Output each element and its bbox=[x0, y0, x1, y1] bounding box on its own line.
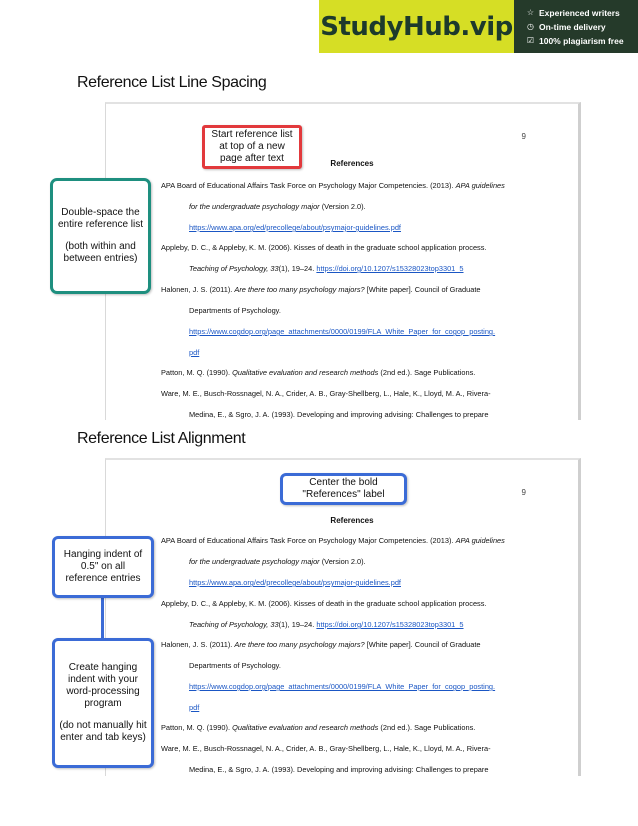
reference-line: APA Board of Educational Affairs Task Force on Psychology Major Competencies. (2013). APA guidelines bbox=[161, 181, 505, 190]
reference-line: Appleby, D. C., & Appleby, K. M. (2006). Kisses of death in the graduate school application process. bbox=[161, 599, 487, 608]
reference-link[interactable]: pdf bbox=[189, 703, 200, 712]
banner-features bbox=[514, 0, 638, 53]
reference-line: Medina, E., & Sgro, J. A. (1993). Developing and improving advising: Challenges to prepare bbox=[189, 410, 489, 419]
reference-link[interactable]: https://doi.org/10.1207/s15328023top3301_5 bbox=[316, 264, 464, 273]
reference-line: for the undergraduate psychology major (Version 2.0). bbox=[189, 202, 366, 211]
callout-double-space bbox=[50, 178, 151, 294]
document-page-alignment bbox=[105, 458, 581, 776]
reference-line: for the undergraduate psychology major (Version 2.0). bbox=[189, 557, 366, 566]
callout-connector bbox=[101, 598, 104, 638]
callout-new-page: Start reference list at top of a new page after text bbox=[202, 125, 302, 169]
reference-link[interactable]: https://www.apa.org/ed/precollege/about/psymajor-guidelines.pdf bbox=[189, 223, 401, 232]
clock-icon: ◷ bbox=[527, 22, 534, 31]
callout-subtext: (both within and between entries) bbox=[63, 241, 138, 264]
document-page-spacing bbox=[105, 102, 581, 420]
callout-text: Double-space the entire reference list bbox=[57, 207, 144, 230]
star-icon: ☆ bbox=[526, 8, 535, 17]
studyhub-banner bbox=[319, 0, 638, 53]
reference-line: Appleby, D. C., & Appleby, K. M. (2006). Kisses of death in the graduate school application process. bbox=[161, 243, 487, 252]
references-heading: References bbox=[330, 159, 374, 168]
reference-line: Teaching of Psychology, 33(1), 19–24. https://doi.org/10.1207/s15328023top3301_5 bbox=[189, 620, 464, 629]
reference-line: Patton, M. Q. (1990). Qualitative evaluation and research methods (2nd ed.). Sage Publications. bbox=[161, 368, 476, 377]
reference-link[interactable]: pdf bbox=[189, 348, 200, 357]
reference-line: Ware, M. E., Busch-Rossnagel, N. A., Crider, A. B., Gray-Shellberg, L., Hale, K., Lloyd, M. A., Rivera- bbox=[161, 744, 491, 753]
callout-center-label: Center the bold "References" label bbox=[280, 473, 407, 505]
callout-hanging-indent: Hanging indent of 0.5" on all reference entries bbox=[52, 536, 154, 598]
callout-word-processing bbox=[52, 638, 154, 768]
references-heading: References bbox=[330, 516, 374, 525]
banner-feature: ◷ On-time delivery bbox=[527, 22, 606, 32]
reference-line: Teaching of Psychology, 33(1), 19–24. https://doi.org/10.1207/s15328023top3301_5 bbox=[189, 264, 464, 273]
reference-line: Medina, E., & Sgro, J. A. (1993). Developing and improving advising: Challenges to prepare bbox=[189, 765, 489, 774]
banner-feature: ☑ 100% plagiarism free bbox=[526, 36, 624, 46]
reference-line: Departments of Psychology. bbox=[189, 306, 281, 315]
reference-line: Ware, M. E., Busch-Rossnagel, N. A., Crider, A. B., Gray-Shellberg, L., Hale, K., Lloyd, M. A., Rivera- bbox=[161, 389, 491, 398]
page-number: 9 bbox=[521, 132, 526, 141]
callout-text: Create hanging indent with your word-processing program bbox=[66, 662, 140, 709]
callout-subtext: (do not manually hit enter and tab keys) bbox=[59, 720, 147, 743]
reference-link[interactable]: https://www.cogdop.org/page_attachments/0000/0199/FLA_White_Paper_for_cogop_posting. bbox=[189, 682, 496, 691]
banner-feature: ☆ Experienced writers bbox=[526, 8, 620, 18]
section-title-alignment: Reference List Alignment bbox=[77, 430, 246, 447]
reference-link[interactable]: https://www.cogdop.org/page_attachments/0000/0199/FLA_White_Paper_for_cogop_posting. bbox=[189, 327, 496, 336]
reference-link[interactable]: https://www.apa.org/ed/precollege/about/psymajor-guidelines.pdf bbox=[189, 578, 401, 587]
reference-line: Halonen, J. S. (2011). Are there too many psychology majors? [White paper]. Council of Graduate bbox=[161, 640, 481, 649]
reference-link[interactable]: https://doi.org/10.1207/s15328023top3301_5 bbox=[316, 620, 464, 629]
page-number: 9 bbox=[521, 488, 526, 497]
reference-line: Patton, M. Q. (1990). Qualitative evaluation and research methods (2nd ed.). Sage Publications. bbox=[161, 723, 476, 732]
checkbox-icon: ☑ bbox=[526, 36, 535, 45]
reference-line: APA Board of Educational Affairs Task Force on Psychology Major Competencies. (2013). APA guidelines bbox=[161, 536, 505, 545]
reference-line: Halonen, J. S. (2011). Are there too many psychology majors? [White paper]. Council of Graduate bbox=[161, 285, 481, 294]
section-title-line-spacing: Reference List Line Spacing bbox=[77, 74, 267, 91]
reference-line: Departments of Psychology. bbox=[189, 661, 281, 670]
studyhub-logo: StudyHub.vip bbox=[319, 0, 514, 53]
